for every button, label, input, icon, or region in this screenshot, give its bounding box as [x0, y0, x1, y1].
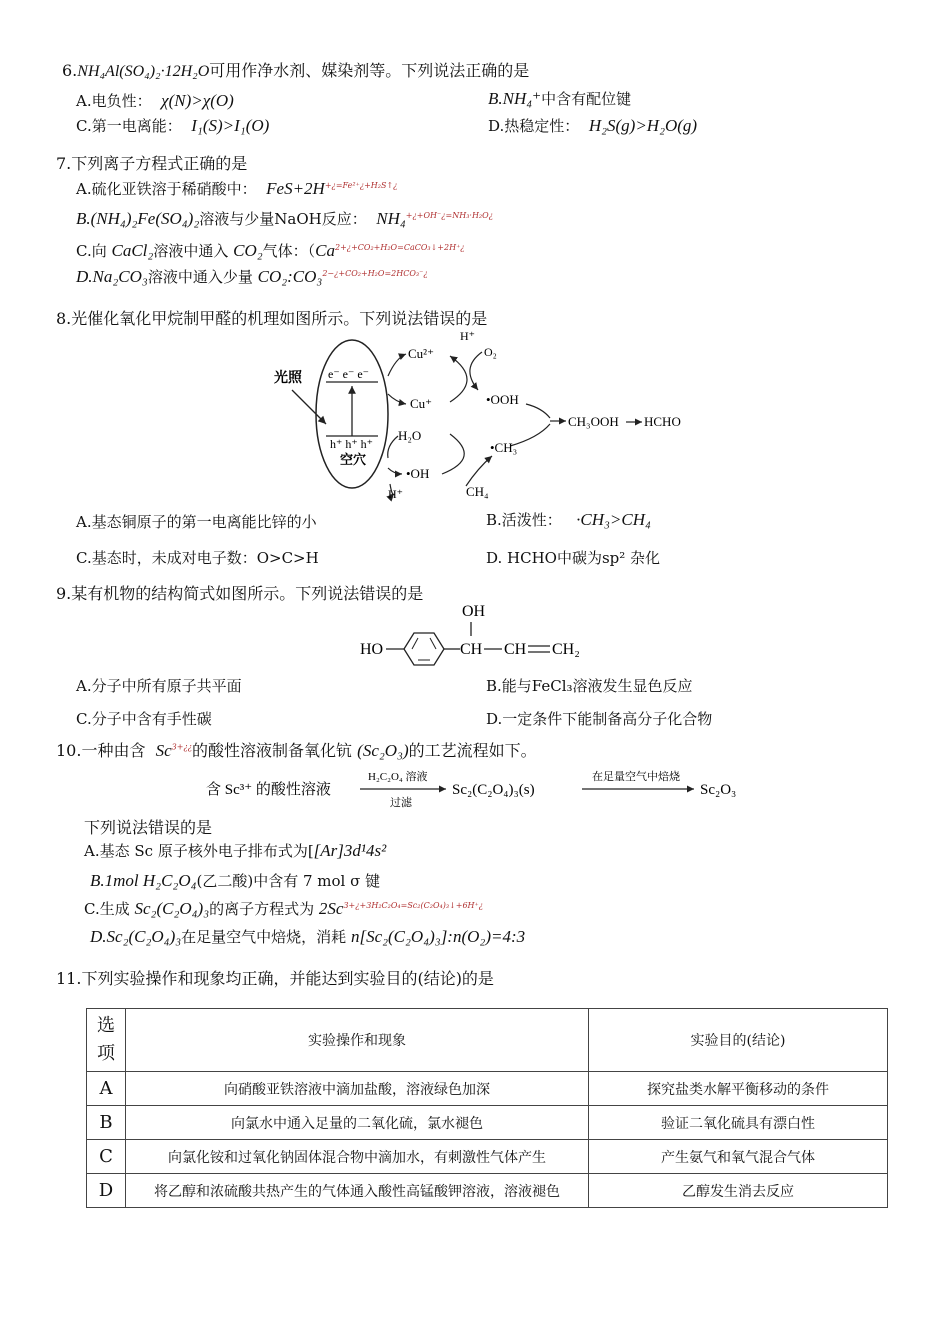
row-purpose: 产生氨气和氧气混合气体 [589, 1140, 888, 1174]
ho-group: HO [360, 641, 384, 658]
header-purpose: 实验目的(结论) [589, 1009, 888, 1072]
q8-option-b: B.活泼性： ·CH₃>CH₄ [486, 510, 651, 529]
q10-flowchart [200, 764, 760, 808]
ch4-label: CH₄ [466, 484, 489, 499]
cu2-label: Cu²⁺ [408, 346, 434, 361]
o2-label: O₂ [484, 345, 497, 359]
q9-option-d: D.一定条件下能制备高分子化合物 [486, 710, 713, 728]
table-row [87, 1106, 888, 1140]
ch2-group: CH₂ [552, 641, 580, 658]
row-option: C [87, 1140, 126, 1174]
table-header-row [87, 1009, 888, 1072]
q11-table [86, 1008, 888, 1208]
q7-option-a: A.硫化亚铁溶于稀硝酸中： $FeS+2H^{+¿=Fe^{2+}¿+H_2S↑¿}$ [76, 179, 398, 198]
h-bottom-label: H⁺ [388, 487, 403, 501]
oh-group: OH [462, 603, 486, 620]
q11-stem: 11.下列实验操作和现象均正确，并能达到实验目的(结论)的是 [56, 969, 494, 988]
flow-reagent: H₂C₂O₄ 溶液 [368, 771, 428, 783]
row-purpose: 乙醇发生消去反应 [589, 1174, 888, 1208]
row-option: A [87, 1072, 126, 1106]
q7-option-b: B.(NH₄)₂Fe(SO₄)₂溶液与少量NaOH反应： NH₄$^{+¿+OH^-¿=NH_3\cdot H_2O¿}$ [76, 209, 493, 228]
q9-option-b: B.能与FeCl₃溶液发生显色反应 [486, 677, 693, 695]
q9-option-c: C.分子中含有手性碳 [76, 710, 212, 728]
q7-option-c: C.向 CaCl₂溶液中通入 CO₂气体：（$Ca^{2+¿+CO_2+H_2O=CaCO_3↓+2H^+¿}$ [76, 241, 465, 260]
ooh-label: •OOH [486, 392, 519, 407]
h-top-label: H⁺ [460, 329, 475, 343]
q8-option-c: C.基态时，未成对电子数：O>C>H [76, 549, 319, 567]
holes-label: h⁺ h⁺ h⁺ [330, 437, 374, 451]
q6-option-a: A.电负性： χ(N)>χ(O) [76, 91, 234, 110]
q10-stem: 10.一种由含 $Sc^{3+¿¿}$的酸性溶液制备氧化钪 (Sc₂O₃)的工艺流程如下。 [56, 741, 537, 760]
cu1-label: Cu⁺ [410, 396, 433, 411]
q9-structure [356, 598, 606, 668]
ch-group-2: CH [504, 641, 527, 658]
row-purpose: 探究盐类水解平衡移动的条件 [589, 1072, 888, 1106]
ch3ooh-label: CH₃OOH [568, 414, 619, 429]
q10-ask: 下列说法错误的是 [84, 818, 213, 837]
q6-option-c: C.第一电离能： I₁(S)>I₁(O) [76, 116, 270, 135]
hcho-label: HCHO [644, 414, 681, 429]
row-operation: 将乙醇和浓硫酸共热产生的气体通入酸性高锰酸钾溶液，溶液褪色 [126, 1174, 589, 1208]
flow-mid: Sc₂(C₂O₄)₃(s) [452, 782, 535, 798]
row-operation: 向氯水中通入足量的二氧化硫，氯水褪色 [126, 1106, 589, 1140]
q9-stem: 9.某有机物的结构简式如图所示。下列说法错误的是 [56, 584, 424, 603]
q9-option-a: A.分子中所有原子共平面 [76, 677, 242, 695]
q10-option-b: B.1mol H₂C₂O₄(乙二酸)中含有 7 mol σ 键 [90, 871, 381, 890]
q8-option-a: A.基态铜原子的第一电离能比锌的小 [76, 513, 317, 531]
hole-label: 空穴 [340, 452, 367, 467]
h2o-label: H₂O [398, 428, 422, 443]
q10-option-d: D.Sc₂(C₂O₄)₃在足量空气中焙烧，消耗 n[Sc₂(C₂O₄)₃]:n(O₂)=4:3 [90, 927, 526, 946]
q8-mechanism-diagram [270, 328, 690, 506]
q10-option-a: A.基态 Sc 原子核外电子排布式为[[Ar]3d¹4s² [84, 841, 387, 860]
oh-label: •OH [406, 466, 430, 481]
table-row [87, 1140, 888, 1174]
header-operation: 实验操作和现象 [126, 1009, 589, 1072]
q8-option-d: D. HCHO中碳为sp² 杂化 [486, 549, 661, 567]
row-operation: 向氯化铵和过氧化钠固体混合物中滴加水，有刺激性气体产生 [126, 1140, 589, 1174]
q6-option-d: D.热稳定性： H₂S(g)>H₂O(g) [488, 116, 698, 135]
light-label: 光照 [274, 371, 302, 386]
row-purpose: 验证二氧化硫具有漂白性 [589, 1106, 888, 1140]
row-option: D [87, 1174, 126, 1208]
header-option: 选项 [87, 1009, 126, 1072]
flow-end: Sc₂O₃ [700, 782, 737, 798]
table-row [87, 1174, 888, 1208]
electrons-label: e⁻ e⁻ e⁻ [328, 367, 369, 381]
q10-option-c: C.生成 Sc₂(C₂O₄)₃的离子方程式为 $2Sc^{3+¿+3H_2C_2O_4=Sc_2(C_2O_4)_3↓+6H^+¿}$ [84, 899, 484, 918]
table-row [87, 1072, 888, 1106]
flow-cond: 在足量空气中焙烧 [592, 771, 680, 783]
flow-start: 含 Sc³⁺ 的酸性溶液 [206, 782, 331, 798]
q6-option-b: B.NH₄⁺中含有配位键 [488, 89, 632, 108]
ch3-label: •CH₃ [490, 440, 518, 455]
q7-stem: 7.下列离子方程式正确的是 [56, 154, 248, 173]
q8-stem: 8.光催化氧化甲烷制甲醛的机理如图所示。下列说法错误的是 [56, 309, 488, 328]
ch-group-1: CH [460, 641, 483, 658]
flow-op: 过滤 [390, 797, 412, 808]
q7-option-d: D.Na₂CO₃溶液中通入少量 CO₂:CO₃$^{2-¿+CO_2+H_2O=2HCO_3^-¿}$ [76, 267, 428, 286]
row-operation: 向硝酸亚铁溶液中滴加盐酸，溶液绿色加深 [126, 1072, 589, 1106]
q6-stem: 6.NH₄Al(SO₄)₂·12H₂O可用作净水剂、媒染剂等。下列说法正确的是 [62, 61, 530, 80]
row-option: B [87, 1106, 126, 1140]
